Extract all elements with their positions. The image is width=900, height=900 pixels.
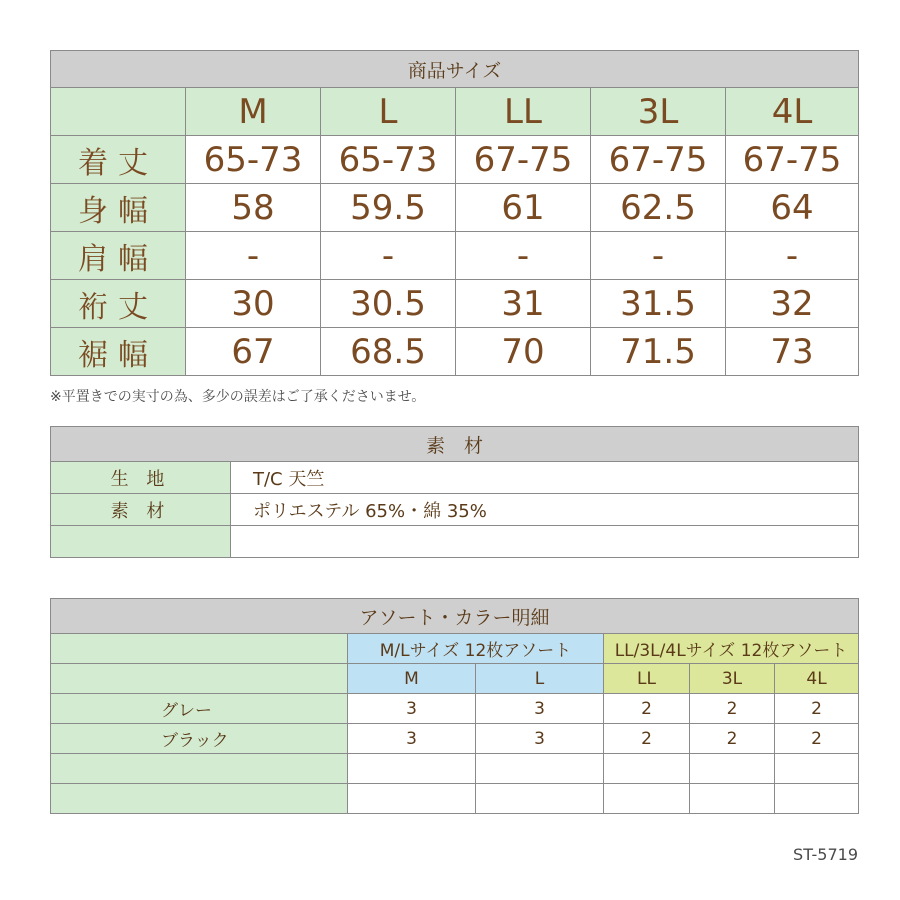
assort-count: 2: [775, 694, 859, 724]
assort-size-l: L: [476, 664, 604, 694]
assort-count: [775, 754, 859, 784]
size-table-title: 商品サイズ: [51, 51, 859, 88]
color-label-empty: [51, 754, 348, 784]
assort-table-title: アソート・カラー明細: [51, 599, 859, 634]
size-value: 67-75: [726, 136, 859, 184]
assort-size-ll: LL: [604, 664, 690, 694]
table-row: [51, 462, 859, 494]
size-header-3l: 3L: [591, 88, 726, 136]
size-value: -: [321, 232, 456, 280]
assort-count: 2: [690, 694, 775, 724]
size-table: [50, 50, 859, 376]
size-value: 65-73: [321, 136, 456, 184]
table-row: [51, 184, 859, 232]
row-label-hem: 裾幅: [51, 328, 186, 376]
row-label-width: 身幅: [51, 184, 186, 232]
row-label-sleeve: 裄丈: [51, 280, 186, 328]
size-value: 30: [186, 280, 321, 328]
assort-count: [604, 784, 690, 814]
assort-count: 2: [604, 724, 690, 754]
assort-count: 3: [476, 724, 604, 754]
size-value: -: [591, 232, 726, 280]
assort-count: [775, 784, 859, 814]
size-header-4l: 4L: [726, 88, 859, 136]
size-value: 59.5: [321, 184, 456, 232]
material-value-fabric: T/C 天竺: [231, 462, 859, 494]
size-value: 62.5: [591, 184, 726, 232]
material-label-composition: 素 材: [51, 494, 231, 526]
table-row: [51, 136, 859, 184]
size-value: -: [726, 232, 859, 280]
assort-count: [476, 784, 604, 814]
size-header-ll: LL: [456, 88, 591, 136]
table-row: [51, 280, 859, 328]
assort-count: [604, 754, 690, 784]
table-row: [51, 494, 859, 526]
color-label-empty: [51, 784, 348, 814]
size-value: 31.5: [591, 280, 726, 328]
assort-count: 2: [690, 724, 775, 754]
assort-count: 3: [348, 724, 476, 754]
size-value: -: [456, 232, 591, 280]
product-code: ST-5719: [793, 845, 858, 864]
assort-count: 2: [604, 694, 690, 724]
table-row: [51, 526, 859, 558]
assort-corner-cell: [51, 664, 348, 694]
measurement-note: ※平置きでの実寸の為、多少の誤差はご了承くださいませ。: [50, 389, 426, 405]
material-table-title: 素 材: [51, 427, 859, 462]
color-label-black: ブラック: [51, 724, 348, 754]
assort-corner-cell: [51, 634, 348, 664]
table-row: [51, 784, 859, 814]
size-value: 31: [456, 280, 591, 328]
assort-size-3l: 3L: [690, 664, 775, 694]
size-value: 64: [726, 184, 859, 232]
row-label-shoulder: 肩幅: [51, 232, 186, 280]
material-value-empty: [231, 526, 859, 558]
assort-size-m: M: [348, 664, 476, 694]
assort-table: [50, 598, 859, 814]
assort-count: [476, 754, 604, 784]
assort-count: [348, 784, 476, 814]
assort-count: 2: [775, 724, 859, 754]
size-value: 68.5: [321, 328, 456, 376]
size-value: 71.5: [591, 328, 726, 376]
assort-size-4l: 4L: [775, 664, 859, 694]
size-value: 30.5: [321, 280, 456, 328]
color-label-gray: グレー: [51, 694, 348, 724]
size-value: 70: [456, 328, 591, 376]
table-row: [51, 328, 859, 376]
material-table: [50, 426, 859, 558]
size-value: 73: [726, 328, 859, 376]
size-header-l: L: [321, 88, 456, 136]
size-value: 32: [726, 280, 859, 328]
assort-count: 3: [348, 694, 476, 724]
table-row: [51, 694, 859, 724]
group-ll-header: LL/3L/4Lサイズ 12枚アソート: [604, 634, 859, 664]
size-value: 67-75: [591, 136, 726, 184]
material-label-fabric: 生 地: [51, 462, 231, 494]
assort-count: [690, 754, 775, 784]
size-value: 67-75: [456, 136, 591, 184]
size-value: 61: [456, 184, 591, 232]
row-label-length: 着丈: [51, 136, 186, 184]
table-row: [51, 754, 859, 784]
table-row: [51, 232, 859, 280]
size-corner-cell: [51, 88, 186, 136]
table-row: [51, 724, 859, 754]
assort-count: [690, 784, 775, 814]
material-value-composition: ポリエステル 65%・綿 35%: [231, 494, 859, 526]
assort-count: 3: [476, 694, 604, 724]
size-value: 58: [186, 184, 321, 232]
size-value: 67: [186, 328, 321, 376]
size-header-m: M: [186, 88, 321, 136]
size-value: -: [186, 232, 321, 280]
size-value: 65-73: [186, 136, 321, 184]
assort-count: [348, 754, 476, 784]
group-ml-header: M/Lサイズ 12枚アソート: [348, 634, 604, 664]
material-label-empty: [51, 526, 231, 558]
